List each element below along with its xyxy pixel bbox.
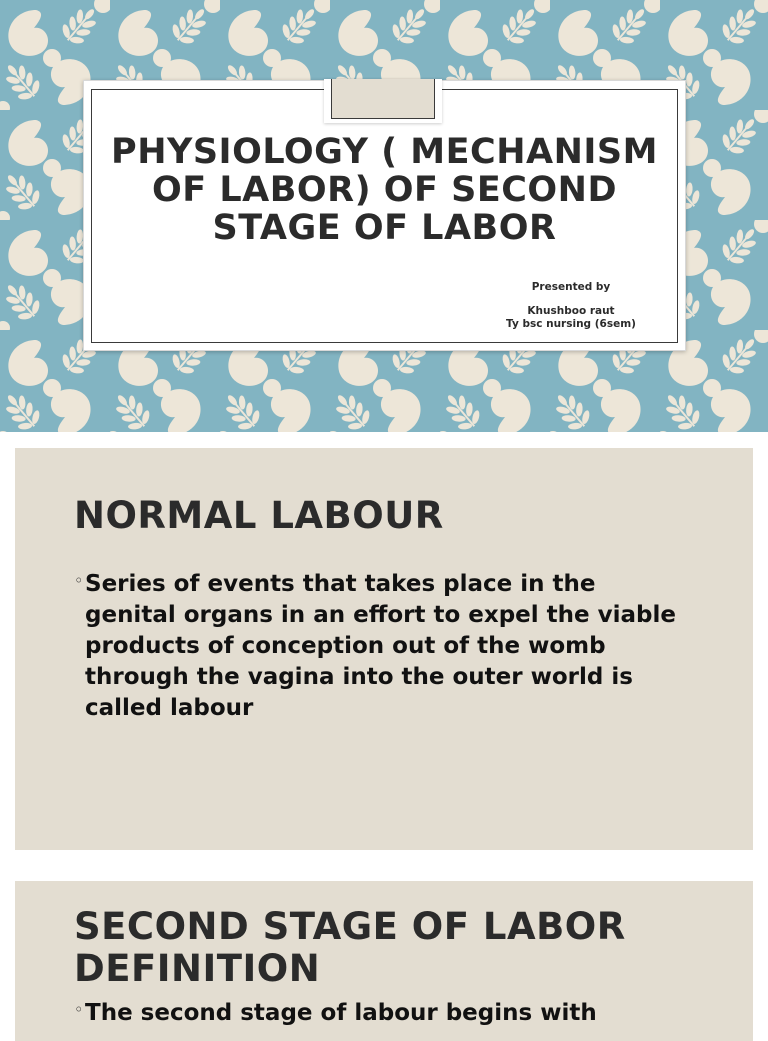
slide-heading: SECOND STAGE OF LABOR DEFINITION	[74, 905, 626, 990]
bullet-text: Series of events that takes place in the genital organs in an effort to expel the viable products of conception out of the womb through the vagina into the outer world is called labour	[85, 571, 676, 721]
decorative-tab	[324, 79, 442, 123]
bullet-item	[74, 998, 693, 1029]
bullet-item	[74, 569, 693, 724]
bullet-text: The second stage of labour begins with	[85, 1000, 597, 1026]
slide-second-stage-definition	[15, 881, 753, 1041]
bullet-symbol: ◦	[74, 571, 84, 590]
title-card	[83, 80, 686, 351]
slide-title: PHYSIOLOGY ( MECHANISM OF LABOR) OF SECOND STAGE OF LABOR	[111, 132, 658, 248]
presenter-label: Presented by	[531, 281, 611, 293]
slide-heading: NORMAL LABOUR	[74, 494, 444, 537]
presenter-name: Khushboo raut	[527, 305, 615, 317]
title-slide	[0, 0, 768, 432]
presenter-detail: Ty bsc nursing (6sem)	[506, 318, 636, 330]
bullet-symbol: ◦	[74, 1000, 84, 1019]
slide-normal-labour	[15, 448, 753, 850]
presenter-block	[486, 281, 656, 331]
